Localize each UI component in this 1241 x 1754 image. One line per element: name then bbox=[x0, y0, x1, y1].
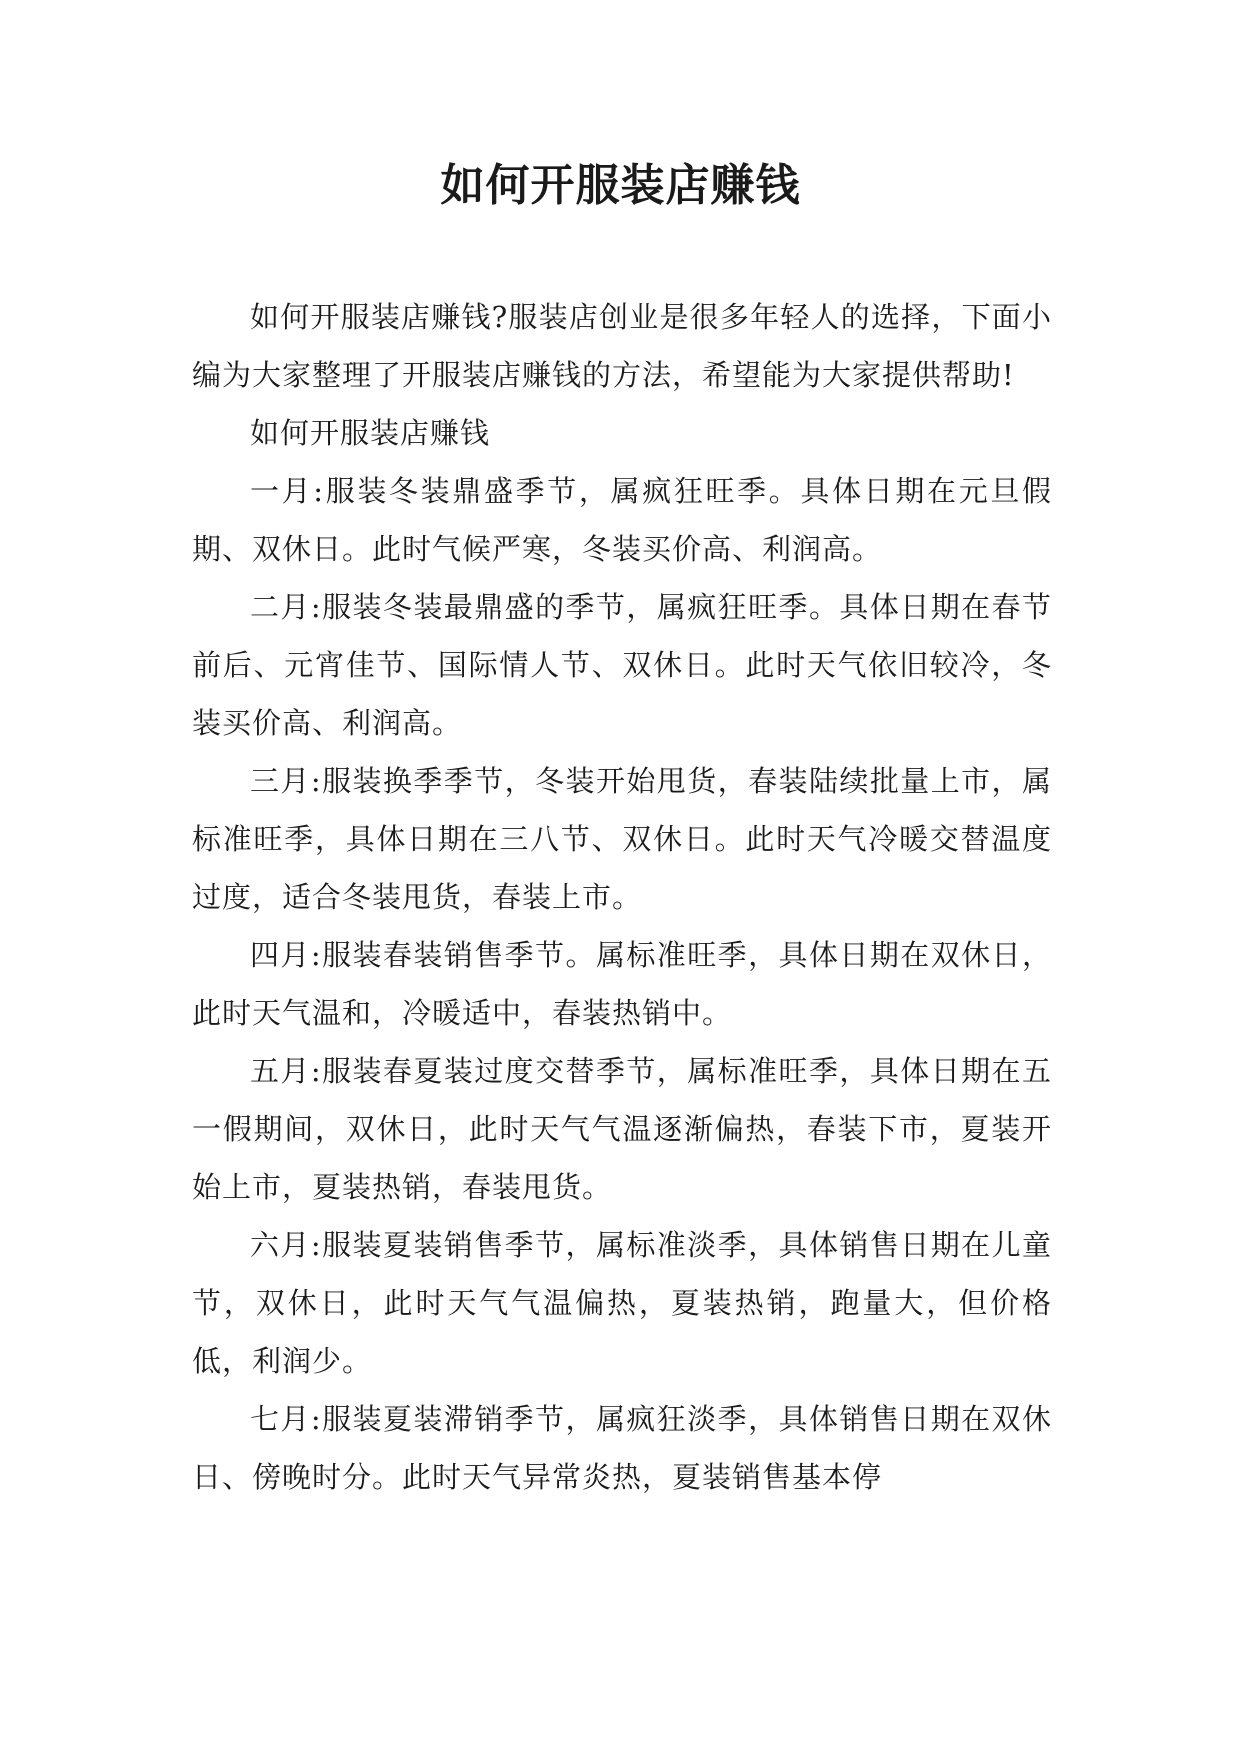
paragraph-july: 七月:服装夏装滞销季节，属疯狂淡季，具体销售日期在双休日、傍晚时分。此时天气异常炎热，夏装销售基本停 bbox=[192, 1402, 1052, 1494]
paragraph-march: 三月:服装换季季节，冬装开始甩货，春装陆续批量上市，属标准旺季，具体日期在三八节、双休日。此时天气冷暖交替温度过度，适合冬装甩货，春装上市。 bbox=[192, 764, 1052, 914]
paragraph-april: 四月:服装春装销售季节。属标准旺季，具体日期在双休日，此时天气温和，冷暖适中，春装热销中。 bbox=[192, 938, 1052, 1030]
document-title: 如何开服装店赚钱 bbox=[440, 160, 801, 211]
paragraph-may: 五月:服装春夏装过度交替季节，属标准旺季，具体日期在五一假期间，双休日，此时天气气温逐渐偏热，春装下市，夏装开始上市，夏装热销，春装甩货。 bbox=[192, 1054, 1052, 1204]
paragraph-subheading: 如何开服装店赚钱 bbox=[250, 416, 491, 450]
paragraph-february: 二月:服装冬装最鼎盛的季节，属疯狂旺季。具体日期在春节前后、元宵佳节、国际情人节、双休日。此时天气依旧较冷，冬装买价高、利润高。 bbox=[192, 590, 1052, 740]
paragraph-intro: 如何开服装店赚钱?服装店创业是很多年轻人的选择，下面小编为大家整理了开服装店赚钱的方法，希望能为大家提供帮助! bbox=[192, 300, 1052, 392]
document-body bbox=[192, 288, 1052, 1506]
paragraph-june: 六月:服装夏装销售季节，属标准淡季，具体销售日期在儿童节，双休日，此时天气气温偏热，夏装热销，跑量大，但价格低，利润少。 bbox=[192, 1228, 1052, 1378]
paragraph-january: 一月:服装冬装鼎盛季节，属疯狂旺季。具体日期在元旦假期、双休日。此时气候严寒，冬装买价高、利润高。 bbox=[192, 474, 1052, 566]
